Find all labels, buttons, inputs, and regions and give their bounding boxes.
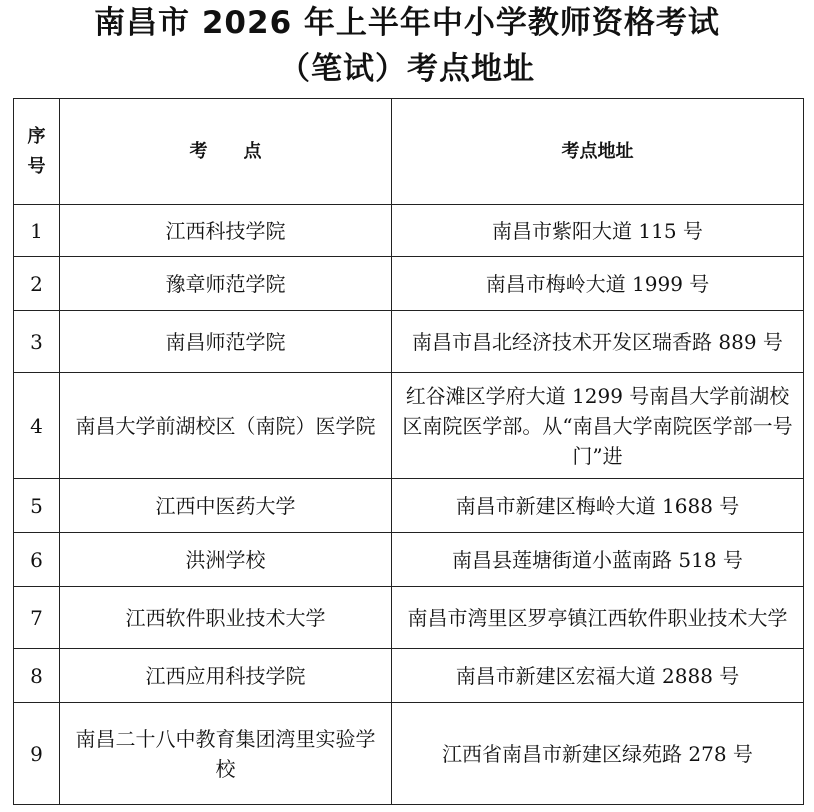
- row-number: 4: [14, 373, 60, 479]
- row-number: 7: [14, 587, 60, 649]
- table-header-row: [14, 99, 804, 205]
- header-seq: [14, 99, 60, 205]
- site-name: 洪洲学校: [60, 533, 392, 587]
- row-number: 3: [14, 311, 60, 373]
- header-site: 考 点: [60, 99, 392, 205]
- row-number: 8: [14, 649, 60, 703]
- row-number: 6: [14, 533, 60, 587]
- header-seq-top: 序: [27, 125, 46, 147]
- site-name: 南昌师范学院: [60, 311, 392, 373]
- document-title: [0, 0, 814, 92]
- site-name: 豫章师范学院: [60, 257, 392, 311]
- site-address: 江西省南昌市新建区绿苑路 278 号: [392, 703, 804, 805]
- site-name: 江西科技学院: [60, 205, 392, 257]
- table-row: [14, 649, 804, 703]
- header-address: 考点地址: [392, 99, 804, 205]
- site-name: 江西应用科技学院: [60, 649, 392, 703]
- row-number: 9: [14, 703, 60, 805]
- table-row: [14, 373, 804, 479]
- site-address: 南昌市紫阳大道 115 号: [392, 205, 804, 257]
- title-line-1: 南昌市 2026 年上半年中小学教师资格考试: [94, 5, 720, 41]
- table-row: [14, 587, 804, 649]
- header-seq-bottom: 号: [27, 155, 46, 177]
- site-address: 南昌市梅岭大道 1999 号: [392, 257, 804, 311]
- table-row: [14, 703, 804, 805]
- site-address: 红谷滩区学府大道 1299 号南昌大学前湖校区南院医学部。从“南昌大学南院医学部一号门”进: [392, 373, 804, 479]
- exam-sites-table: [13, 98, 804, 805]
- row-number: 5: [14, 479, 60, 533]
- site-address: 南昌市湾里区罗亭镇江西软件职业技术大学: [392, 587, 804, 649]
- site-address: 南昌市新建区宏福大道 2888 号: [392, 649, 804, 703]
- site-name: 江西中医药大学: [60, 479, 392, 533]
- table-row: [14, 533, 804, 587]
- table-row: [14, 311, 804, 373]
- table-row: [14, 257, 804, 311]
- title-line-2: （笔试）考点地址: [279, 51, 535, 87]
- site-name: 南昌二十八中教育集团湾里实验学校: [60, 703, 392, 805]
- site-name: 南昌大学前湖校区（南院）医学院: [60, 373, 392, 479]
- row-number: 2: [14, 257, 60, 311]
- site-address: 南昌市昌北经济技术开发区瑞香路 889 号: [392, 311, 804, 373]
- table-row: [14, 479, 804, 533]
- row-number: 1: [14, 205, 60, 257]
- table-row: [14, 205, 804, 257]
- site-address: 南昌县莲塘街道小蓝南路 518 号: [392, 533, 804, 587]
- site-name: 江西软件职业技术大学: [60, 587, 392, 649]
- site-address: 南昌市新建区梅岭大道 1688 号: [392, 479, 804, 533]
